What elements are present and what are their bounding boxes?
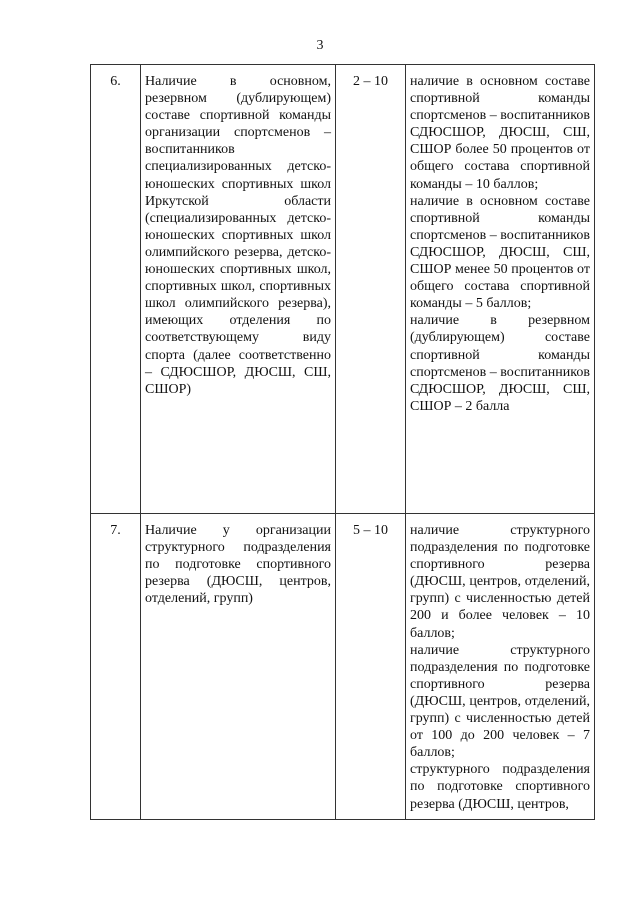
condition-item: наличие в основном составе спортивной команды спортсменов – воспитанников СДЮСШОР, ДЮСШ, СШ, СШОР более 50 процентов от общего состава спортивной команды – 10 баллов; (410, 74, 590, 192)
condition-item: наличие структурного подразделения по подготовке спортивного резерва (ДЮСШ, центров, отделений, групп) с численностью детей от 100 до 200 человек – 7 баллов; (410, 642, 590, 761)
condition-item: наличие структурного подразделения по подготовке спортивного резерва (ДЮСШ, центров, отделений, групп) с численностью детей 200 и более человек – 10 баллов; (410, 523, 590, 641)
criterion-description: Наличие у организации структурного подразделения по подготовке спортивного резерва (ДЮСШ, центров, отделений, групп) (141, 514, 336, 820)
row-number: 7. (91, 514, 141, 820)
scoring-conditions (406, 514, 595, 820)
criterion-description: Наличие в основном, резервном (дублирующем) составе спортивной команды организации спортсменов – воспитанников специализированных детско-юношеских спортивных школ Иркутской области (специализированных детско-юношеских спортивных школ олимпийского резерва, детско-юношеских спортивных школ, спортивных школ, спортивных школ олимпийского резерва), имеющих отделения по соответствующему виду спорта (далее соответственно – СДЮСШОР, ДЮСШ, СШ, СШОР) (141, 65, 336, 514)
condition-item: структурного подразделения по подготовке спортивного резерва (ДЮСШ, центров, (410, 762, 590, 812)
page-number: 3 (316, 38, 324, 53)
criteria-table (90, 64, 595, 820)
points-range: 5 – 10 (336, 514, 406, 820)
condition-item: наличие в резервном (дублирующем) составе спортивной команды спортсменов – воспитанников СДЮСШОР, ДЮСШ, СШ, СШОР – 2 балла (410, 313, 590, 414)
scoring-conditions (406, 65, 595, 514)
condition-item: наличие в основном составе спортивной команды спортсменов – воспитанников СДЮСШОР, ДЮСШ, СШ, СШОР менее 50 процентов от общего состава спортивной команды – 5 баллов; (410, 193, 590, 312)
table-row (91, 65, 595, 514)
row-number: 6. (91, 65, 141, 514)
table-row (91, 514, 595, 820)
points-range: 2 – 10 (336, 65, 406, 514)
